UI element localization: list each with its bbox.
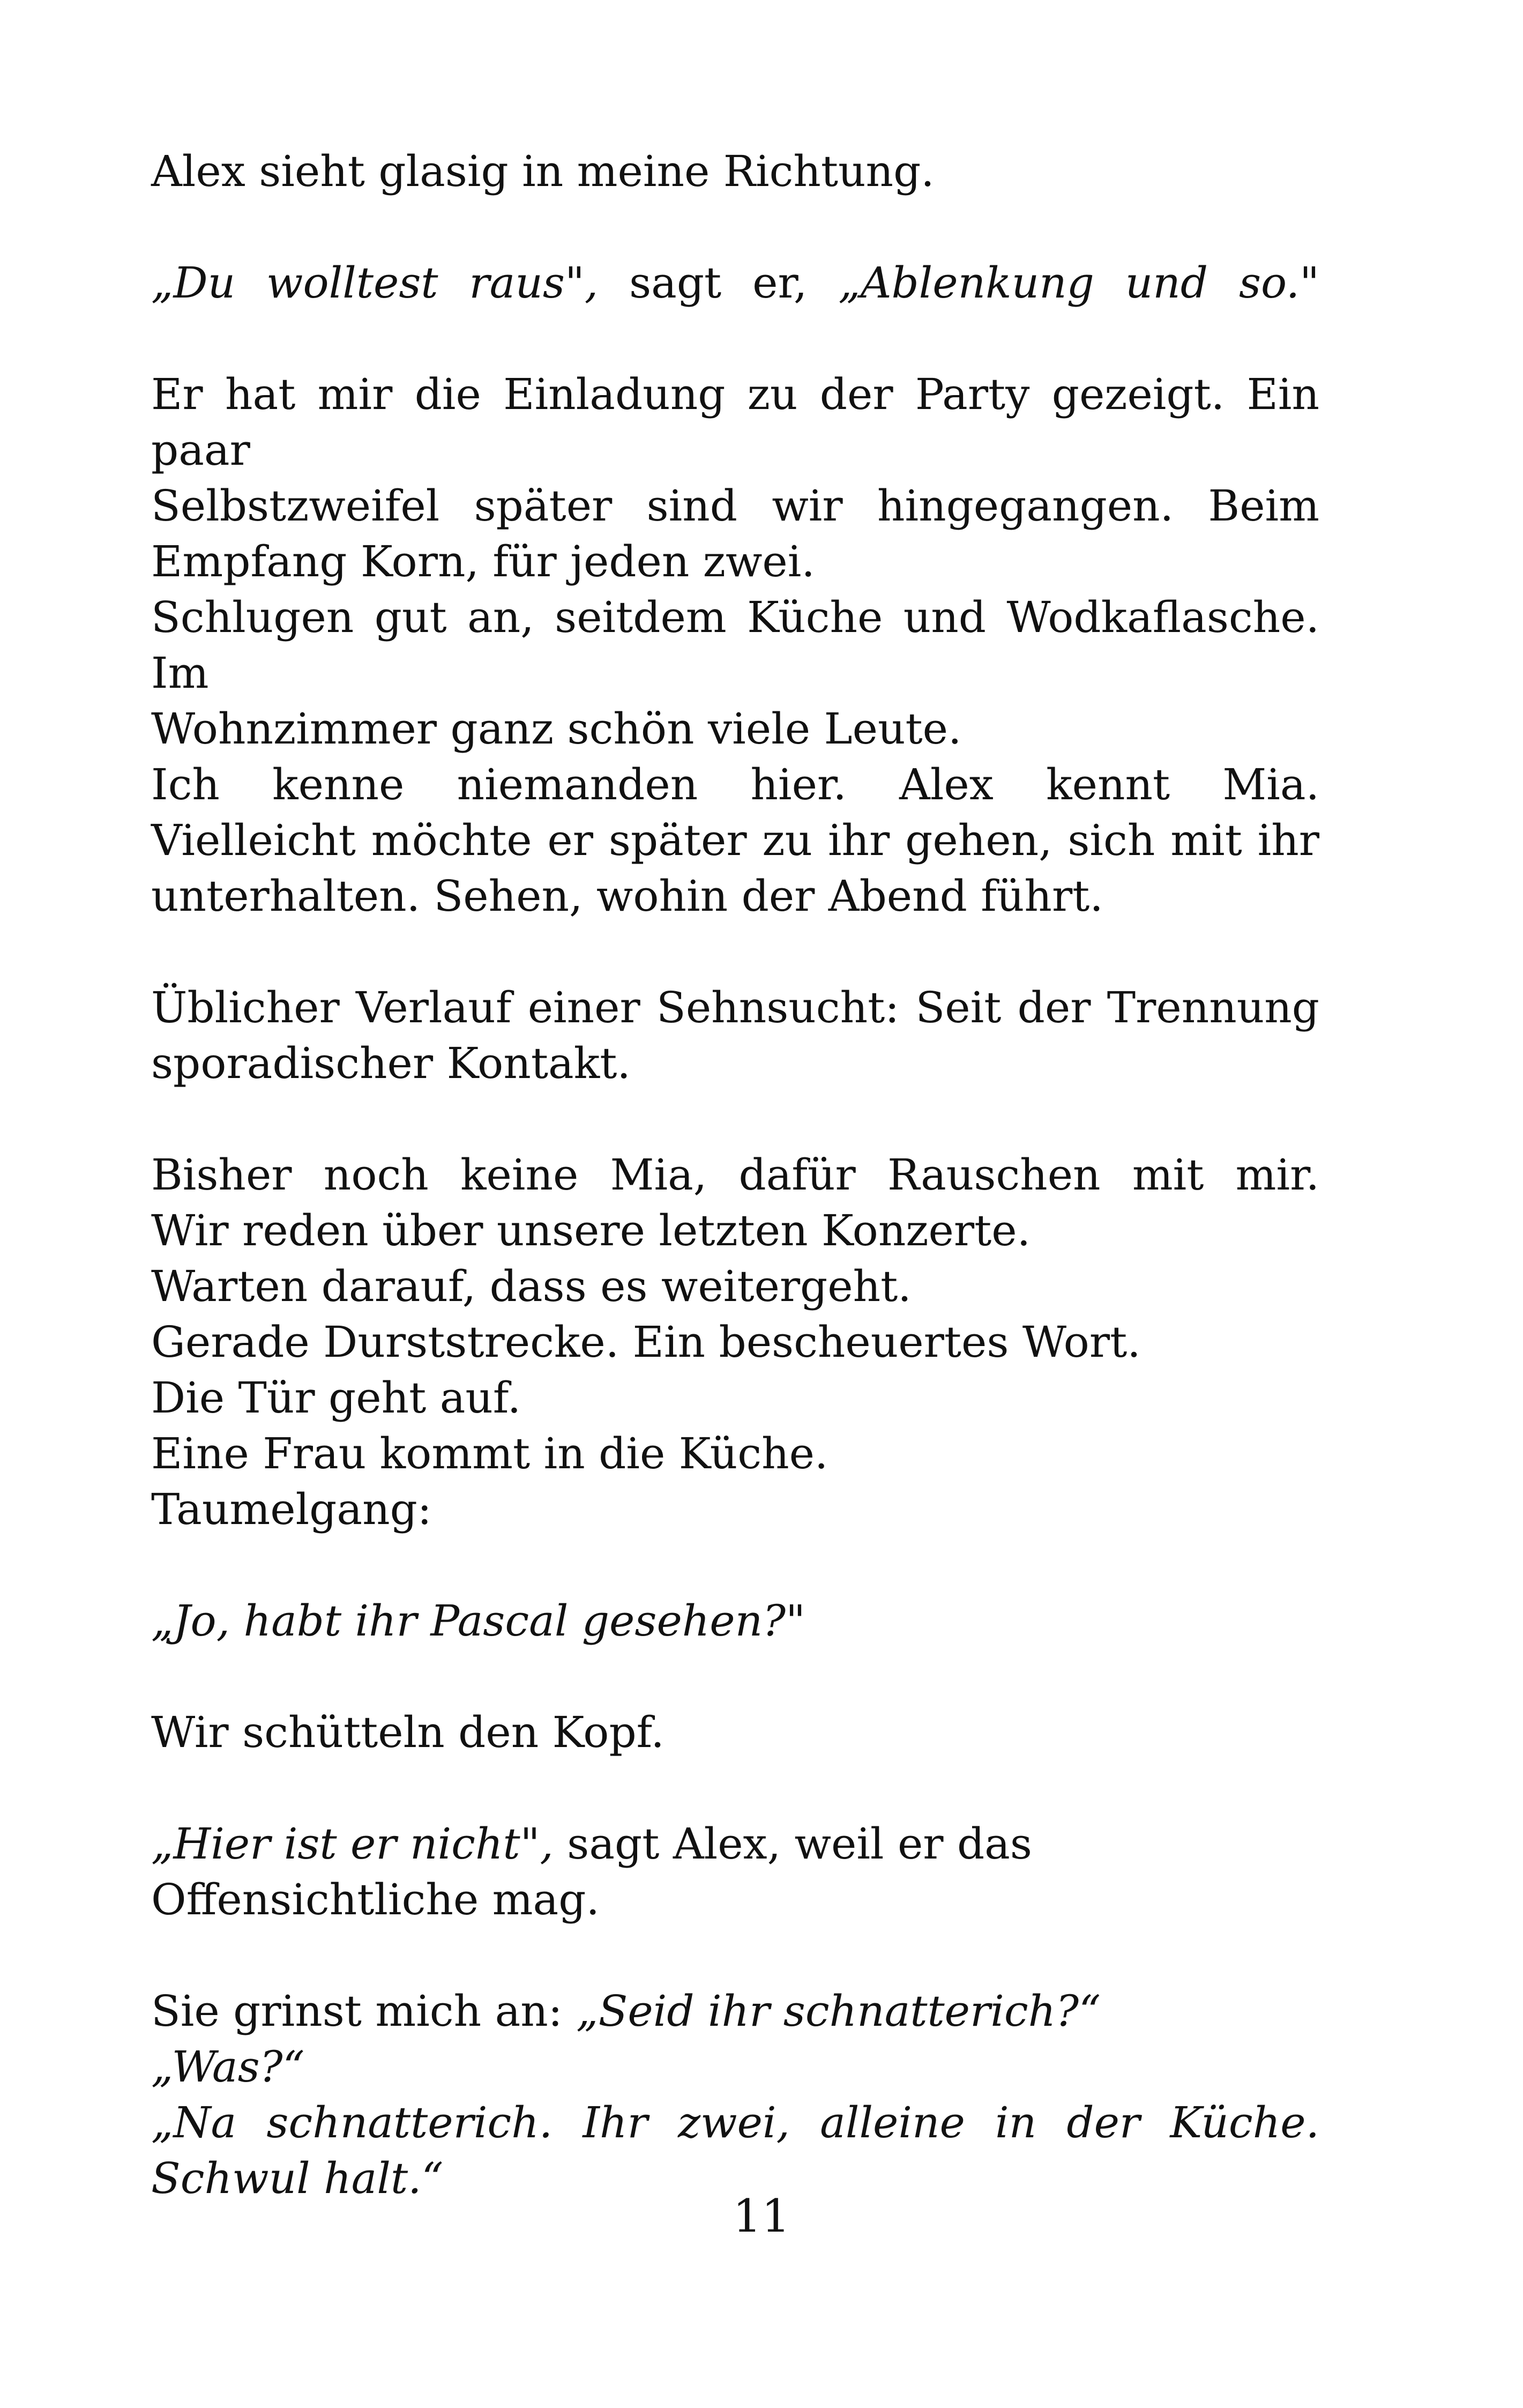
paragraph — [151, 1705, 1319, 1760]
dialogue-text: „Seid ihr schnatterich?“ — [576, 1986, 1101, 2036]
text-line — [151, 144, 1319, 199]
narration-text: Empfang Korn, für jeden zwei. — [151, 537, 815, 586]
narration-text: Gerade Durststrecke. Ein bescheuertes Wort. — [151, 1317, 1141, 1367]
narration-text: unterhalten. Sehen, wohin der Abend führt. — [151, 871, 1103, 921]
narration-text: Selbstzweifel später sind wir hingegangen. Beim — [151, 481, 1319, 531]
narration-text: Eine Frau kommt in die Küche. — [151, 1429, 828, 1478]
text-line — [151, 1983, 1319, 2039]
narration-text: sagt er, — [629, 258, 839, 308]
text-line — [151, 255, 1319, 311]
text-line — [151, 1482, 1319, 1537]
dialogue-text: „Ablenkung und so." — [838, 258, 1319, 308]
narration-text: sporadischer Kontakt. — [151, 1038, 631, 1088]
narration-text: Taumelgang: — [151, 1484, 432, 1534]
text-line — [151, 534, 1319, 590]
narration-text: Warten darauf, dass es weitergeht. — [151, 1261, 912, 1311]
text-line — [151, 2095, 1319, 2151]
text-line — [151, 1426, 1319, 1482]
text-line — [151, 813, 1319, 868]
book-page-body — [151, 144, 1319, 2262]
dialogue-text: Schwul halt.“ — [151, 2153, 444, 2203]
narration-text: Alex sieht glasig in meine Richtung. — [151, 146, 935, 196]
narration-text: Üblicher Verlauf einer Sehnsucht: Seit der Trennung — [151, 983, 1319, 1032]
paragraph — [151, 144, 1319, 199]
paragraph — [151, 1816, 1319, 1928]
text-line — [151, 757, 1319, 813]
paragraph — [151, 1983, 1319, 2206]
text-line — [151, 980, 1319, 1036]
page-number: 11 — [733, 2190, 790, 2242]
text-line — [151, 1370, 1319, 1426]
narration-text: Wir reden über unsere letzten Konzerte. — [151, 1206, 1031, 1255]
narration-text: Schlugen gut an, seitdem Küche und Wodkaflasche. Im — [151, 592, 1319, 698]
paragraph — [151, 1593, 1319, 1649]
narration-text: Bisher noch keine Mia, dafür Rauschen mit mir. — [151, 1150, 1319, 1200]
narration-text: Er hat mir die Einladung zu der Party gezeigt. Ein paar — [151, 369, 1319, 475]
text-line — [151, 1872, 1319, 1928]
paragraph — [151, 255, 1319, 311]
text-line — [151, 2039, 1319, 2095]
narration-text: Vielleicht möchte er später zu ihr gehen, sich mit ihr — [151, 815, 1319, 865]
text-line — [151, 1816, 1319, 1872]
paragraph — [151, 980, 1319, 1091]
narration-text: Wohnzimmer ganz schön viele Leute. — [151, 704, 962, 754]
narration-text: Offensichtliche mag. — [151, 1875, 600, 1924]
text-line — [151, 1203, 1319, 1259]
dialogue-text: „Was?“ — [151, 2042, 305, 2092]
dialogue-text: „Na schnatterich. Ihr zwei, alleine in der Küche. — [151, 2098, 1319, 2147]
text-line — [151, 701, 1319, 757]
dialogue-text: „Jo, habt ihr Pascal gesehen?" — [151, 1596, 805, 1646]
text-line — [151, 590, 1319, 701]
narration-text: Ich kenne niemanden hier. Alex kennt Mia. — [151, 760, 1319, 809]
narration-text: sagt Alex, weil er das — [567, 1819, 1032, 1869]
narration-text: Die Tür geht auf. — [151, 1373, 521, 1423]
paragraph — [151, 367, 1319, 924]
text-line — [151, 367, 1319, 478]
text-line — [151, 1036, 1319, 1091]
text-line — [151, 1259, 1319, 1314]
dialogue-text: „Du wolltest raus", — [151, 258, 630, 308]
text-line — [151, 1147, 1319, 1203]
text-line — [151, 868, 1319, 924]
text-line — [151, 1314, 1319, 1370]
dialogue-text: „Hier ist er nicht", — [151, 1819, 568, 1869]
text-line — [151, 478, 1319, 534]
text-line — [151, 1705, 1319, 1760]
paragraph — [151, 1147, 1319, 1537]
text-line — [151, 1593, 1319, 1649]
narration-text: Sie grinst mich an: — [151, 1986, 577, 2036]
narration-text: Wir schütteln den Kopf. — [151, 1707, 665, 1757]
